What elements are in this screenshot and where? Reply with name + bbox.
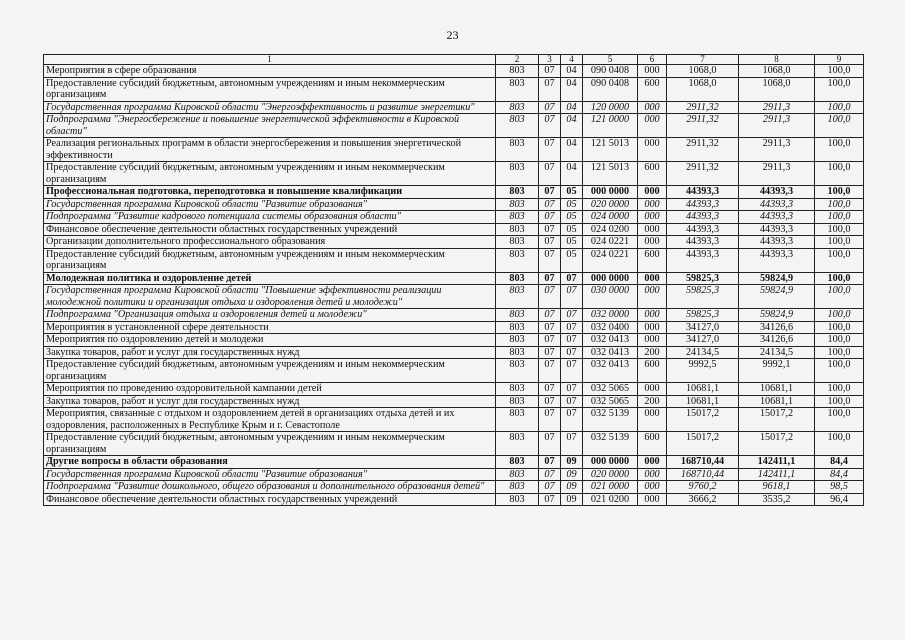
target-article-cell: 020 0000 [583,468,638,481]
column-header: 2 [496,55,539,65]
section-code-cell: 07 [539,211,561,224]
plan-amount-cell: 168710,44 [667,456,739,469]
actual-amount-cell: 59824,9 [739,309,815,322]
item-name-cell: Реализация региональных программ в области энергосбережения и повышения энергетической эффективности [44,138,496,162]
execution-percent-cell: 100,0 [815,383,864,396]
section-code-cell: 07 [539,114,561,138]
expense-type-cell: 600 [638,162,667,186]
execution-percent-cell: 96,4 [815,493,864,506]
actual-amount-cell: 34126,6 [739,321,815,334]
section-code-cell: 07 [539,285,561,309]
plan-amount-cell: 24134,5 [667,346,739,359]
target-article-cell: 032 5139 [583,408,638,432]
target-article-cell: 021 0000 [583,481,638,494]
execution-percent-cell: 100,0 [815,272,864,285]
section-code-cell: 07 [539,395,561,408]
column-header: 4 [561,55,583,65]
plan-amount-cell: 15017,2 [667,408,739,432]
table-row [44,101,864,114]
ministry-code-cell: 803 [496,493,539,506]
plan-amount-cell: 2911,32 [667,101,739,114]
ministry-code-cell: 803 [496,359,539,383]
budget-table [43,54,864,506]
ministry-code-cell: 803 [496,101,539,114]
target-article-cell: 032 0413 [583,334,638,347]
target-article-cell: 121 5013 [583,138,638,162]
execution-percent-cell: 100,0 [815,114,864,138]
item-name-cell: Подпрограмма "Энергосбережение и повышение энергетической эффективности в Кировской области" [44,114,496,138]
plan-amount-cell: 168710,44 [667,468,739,481]
expense-type-cell: 000 [638,408,667,432]
section-code-cell: 07 [539,138,561,162]
section-code-cell: 07 [539,321,561,334]
plan-amount-cell: 44393,3 [667,198,739,211]
plan-amount-cell: 9992,5 [667,359,739,383]
expense-type-cell: 000 [638,309,667,322]
execution-percent-cell: 100,0 [815,223,864,236]
target-article-cell: 024 0221 [583,248,638,272]
ministry-code-cell: 803 [496,395,539,408]
table-row [44,272,864,285]
table-row [44,309,864,322]
execution-percent-cell: 100,0 [815,346,864,359]
ministry-code-cell: 803 [496,248,539,272]
table-row [44,456,864,469]
subsection-code-cell: 07 [561,334,583,347]
ministry-code-cell: 803 [496,162,539,186]
execution-percent-cell: 100,0 [815,309,864,322]
subsection-code-cell: 07 [561,432,583,456]
column-number-row [44,55,864,65]
table-row [44,408,864,432]
subsection-code-cell: 09 [561,493,583,506]
target-article-cell: 021 0200 [583,493,638,506]
plan-amount-cell: 44393,3 [667,223,739,236]
target-article-cell: 032 5139 [583,432,638,456]
target-article-cell: 121 0000 [583,114,638,138]
ministry-code-cell: 803 [496,309,539,322]
execution-percent-cell: 100,0 [815,432,864,456]
execution-percent-cell: 100,0 [815,285,864,309]
target-article-cell: 000 0000 [583,456,638,469]
execution-percent-cell: 84,4 [815,456,864,469]
subsection-code-cell: 07 [561,346,583,359]
ministry-code-cell: 803 [496,114,539,138]
table-row [44,162,864,186]
execution-percent-cell: 100,0 [815,138,864,162]
plan-amount-cell: 1068,0 [667,65,739,78]
expense-type-cell: 000 [638,468,667,481]
item-name-cell: Государственная программа Кировской области "Энергоэффективность и развитие энергетики" [44,101,496,114]
item-name-cell: Подпрограмма "Развитие дошкольного, общего образования и дополнительного образования детей" [44,481,496,494]
ministry-code-cell: 803 [496,408,539,432]
section-code-cell: 07 [539,408,561,432]
section-code-cell: 07 [539,481,561,494]
execution-percent-cell: 100,0 [815,77,864,101]
table-row [44,432,864,456]
ministry-code-cell: 803 [496,211,539,224]
expense-type-cell: 000 [638,334,667,347]
plan-amount-cell: 44393,3 [667,248,739,272]
section-code-cell: 07 [539,383,561,396]
subsection-code-cell: 09 [561,468,583,481]
target-article-cell: 024 0221 [583,236,638,249]
subsection-code-cell: 07 [561,359,583,383]
table-row [44,481,864,494]
item-name-cell: Предоставление субсидий бюджетным, автономным учреждениям и иным некоммерческим организациям [44,432,496,456]
subsection-code-cell: 09 [561,481,583,494]
expense-type-cell: 000 [638,456,667,469]
item-name-cell: Государственная программа Кировской области "Развитие образования" [44,468,496,481]
execution-percent-cell: 98,5 [815,481,864,494]
execution-percent-cell: 100,0 [815,395,864,408]
execution-percent-cell: 100,0 [815,321,864,334]
expense-type-cell: 600 [638,359,667,383]
ministry-code-cell: 803 [496,198,539,211]
execution-percent-cell: 100,0 [815,198,864,211]
actual-amount-cell: 2911,3 [739,162,815,186]
section-code-cell: 07 [539,198,561,211]
ministry-code-cell: 803 [496,236,539,249]
table-row [44,395,864,408]
column-header: 7 [667,55,739,65]
subsection-code-cell: 05 [561,223,583,236]
item-name-cell: Профессиональная подготовка, переподготовка и повышение квалификации [44,186,496,199]
actual-amount-cell: 44393,3 [739,198,815,211]
expense-type-cell: 000 [638,114,667,138]
plan-amount-cell: 10681,1 [667,383,739,396]
execution-percent-cell: 100,0 [815,236,864,249]
table-row [44,248,864,272]
ministry-code-cell: 803 [496,223,539,236]
table-row [44,186,864,199]
section-code-cell: 07 [539,468,561,481]
expense-type-cell: 000 [638,101,667,114]
table-row [44,321,864,334]
item-name-cell: Финансовое обеспечение деятельности областных государственных учреждений [44,223,496,236]
section-code-cell: 07 [539,186,561,199]
column-header: 9 [815,55,864,65]
item-name-cell: Мероприятия в сфере образования [44,65,496,78]
actual-amount-cell: 9992,1 [739,359,815,383]
section-code-cell: 07 [539,456,561,469]
actual-amount-cell: 1068,0 [739,77,815,101]
plan-amount-cell: 2911,32 [667,162,739,186]
table-row [44,346,864,359]
table-row [44,334,864,347]
subsection-code-cell: 05 [561,198,583,211]
item-name-cell: Предоставление субсидий бюджетным, автономным учреждениям и иным некоммерческим организациям [44,162,496,186]
item-name-cell: Предоставление субсидий бюджетным, автономным учреждениям и иным некоммерческим организациям [44,248,496,272]
item-name-cell: Финансовое обеспечение деятельности областных государственных учреждений [44,493,496,506]
plan-amount-cell: 1068,0 [667,77,739,101]
item-name-cell: Мероприятия по проведению оздоровительной кампании детей [44,383,496,396]
target-article-cell: 032 0413 [583,346,638,359]
target-article-cell: 032 0000 [583,309,638,322]
actual-amount-cell: 2911,3 [739,138,815,162]
execution-percent-cell: 84,4 [815,468,864,481]
actual-amount-cell: 2911,3 [739,101,815,114]
subsection-code-cell: 04 [561,114,583,138]
actual-amount-cell: 10681,1 [739,395,815,408]
expense-type-cell: 000 [638,223,667,236]
subsection-code-cell: 04 [561,101,583,114]
subsection-code-cell: 05 [561,248,583,272]
expense-type-cell: 000 [638,272,667,285]
ministry-code-cell: 803 [496,186,539,199]
ministry-code-cell: 803 [496,285,539,309]
expense-type-cell: 200 [638,346,667,359]
subsection-code-cell: 04 [561,77,583,101]
item-name-cell: Мероприятия по оздоровлению детей и молодежи [44,334,496,347]
plan-amount-cell: 15017,2 [667,432,739,456]
table-row [44,285,864,309]
item-name-cell: Мероприятия в установленной сфере деятельности [44,321,496,334]
plan-amount-cell: 9760,2 [667,481,739,494]
table-row [44,236,864,249]
item-name-cell: Другие вопросы в области образования [44,456,496,469]
plan-amount-cell: 3666,2 [667,493,739,506]
page-number: 23 [446,28,459,42]
expense-type-cell: 000 [638,211,667,224]
target-article-cell: 090 0408 [583,77,638,101]
subsection-code-cell: 05 [561,211,583,224]
ministry-code-cell: 803 [496,346,539,359]
column-header: 1 [44,55,496,65]
table-row [44,383,864,396]
target-article-cell: 120 0000 [583,101,638,114]
actual-amount-cell: 2911,3 [739,114,815,138]
item-name-cell: Организации дополнительного профессионального образования [44,236,496,249]
execution-percent-cell: 100,0 [815,162,864,186]
subsection-code-cell: 04 [561,138,583,162]
actual-amount-cell: 142411,1 [739,456,815,469]
target-article-cell: 032 0400 [583,321,638,334]
plan-amount-cell: 59825,3 [667,309,739,322]
target-article-cell: 024 0000 [583,211,638,224]
expense-type-cell: 600 [638,248,667,272]
ministry-code-cell: 803 [496,138,539,162]
table-row [44,468,864,481]
column-header: 3 [539,55,561,65]
expense-type-cell: 000 [638,321,667,334]
table-row [44,77,864,101]
actual-amount-cell: 44393,3 [739,211,815,224]
actual-amount-cell: 34126,6 [739,334,815,347]
item-name-cell: Молодежная политика и оздоровление детей [44,272,496,285]
ministry-code-cell: 803 [496,432,539,456]
execution-percent-cell: 100,0 [815,211,864,224]
item-name-cell: Мероприятия, связанные с отдыхом и оздоровлением детей в организациях отдыха детей и их оздоровления, расположенных в Республике Крым и г. Севастополе [44,408,496,432]
subsection-code-cell: 09 [561,456,583,469]
item-name-cell: Государственная программа Кировской области "Повышение эффективности реализации молодежной политики и организация отдыха и оздоровления детей и молодежи" [44,285,496,309]
section-code-cell: 07 [539,334,561,347]
target-article-cell: 032 5065 [583,383,638,396]
target-article-cell: 121 5013 [583,162,638,186]
plan-amount-cell: 44393,3 [667,186,739,199]
table-row [44,211,864,224]
expense-type-cell: 000 [638,138,667,162]
subsection-code-cell: 07 [561,395,583,408]
actual-amount-cell: 59824,9 [739,285,815,309]
actual-amount-cell: 15017,2 [739,408,815,432]
execution-percent-cell: 100,0 [815,65,864,78]
actual-amount-cell: 15017,2 [739,432,815,456]
expense-type-cell: 000 [638,65,667,78]
section-code-cell: 07 [539,248,561,272]
ministry-code-cell: 803 [496,272,539,285]
ministry-code-cell: 803 [496,383,539,396]
plan-amount-cell: 2911,32 [667,114,739,138]
subsection-code-cell: 04 [561,162,583,186]
item-name-cell: Подпрограмма "Развитие кадрового потенциала системы образования области" [44,211,496,224]
execution-percent-cell: 100,0 [815,408,864,432]
actual-amount-cell: 3535,2 [739,493,815,506]
column-header: 8 [739,55,815,65]
ministry-code-cell: 803 [496,334,539,347]
item-name-cell: Предоставление субсидий бюджетным, автономным учреждениям и иным некоммерческим организациям [44,359,496,383]
subsection-code-cell: 07 [561,285,583,309]
ministry-code-cell: 803 [496,468,539,481]
actual-amount-cell: 44393,3 [739,223,815,236]
ministry-code-cell: 803 [496,321,539,334]
section-code-cell: 07 [539,223,561,236]
section-code-cell: 07 [539,162,561,186]
plan-amount-cell: 44393,3 [667,236,739,249]
expense-type-cell: 600 [638,432,667,456]
expense-type-cell: 000 [638,493,667,506]
subsection-code-cell: 05 [561,236,583,249]
subsection-code-cell: 07 [561,321,583,334]
actual-amount-cell: 142411,1 [739,468,815,481]
section-code-cell: 07 [539,493,561,506]
actual-amount-cell: 44393,3 [739,186,815,199]
expense-type-cell: 000 [638,481,667,494]
section-code-cell: 07 [539,77,561,101]
target-article-cell: 032 5065 [583,395,638,408]
actual-amount-cell: 9618,1 [739,481,815,494]
actual-amount-cell: 44393,3 [739,248,815,272]
section-code-cell: 07 [539,65,561,78]
ministry-code-cell: 803 [496,77,539,101]
table-row [44,65,864,78]
section-code-cell: 07 [539,101,561,114]
table-row [44,493,864,506]
expense-type-cell: 000 [638,198,667,211]
expense-type-cell: 000 [638,383,667,396]
subsection-code-cell: 05 [561,186,583,199]
expense-type-cell: 200 [638,395,667,408]
subsection-code-cell: 07 [561,272,583,285]
section-code-cell: 07 [539,346,561,359]
subsection-code-cell: 04 [561,65,583,78]
plan-amount-cell: 59825,3 [667,285,739,309]
column-header: 6 [638,55,667,65]
subsection-code-cell: 07 [561,408,583,432]
execution-percent-cell: 100,0 [815,101,864,114]
execution-percent-cell: 100,0 [815,334,864,347]
expense-type-cell: 000 [638,285,667,309]
table-row [44,138,864,162]
plan-amount-cell: 10681,1 [667,395,739,408]
table-row [44,114,864,138]
actual-amount-cell: 24134,5 [739,346,815,359]
ministry-code-cell: 803 [496,65,539,78]
table-row [44,359,864,383]
target-article-cell: 030 0000 [583,285,638,309]
table-row [44,198,864,211]
target-article-cell: 032 0413 [583,359,638,383]
item-name-cell: Государственная программа Кировской области "Развитие образования" [44,198,496,211]
plan-amount-cell: 2911,32 [667,138,739,162]
plan-amount-cell: 59825,3 [667,272,739,285]
subsection-code-cell: 07 [561,309,583,322]
target-article-cell: 000 0000 [583,272,638,285]
section-code-cell: 07 [539,236,561,249]
plan-amount-cell: 34127,0 [667,321,739,334]
ministry-code-cell: 803 [496,456,539,469]
target-article-cell: 090 0408 [583,65,638,78]
item-name-cell: Подпрограмма "Организация отдыха и оздоровления детей и молодежи" [44,309,496,322]
item-name-cell: Предоставление субсидий бюджетным, автономным учреждениям и иным некоммерческим организациям [44,77,496,101]
target-article-cell: 000 0000 [583,186,638,199]
expense-type-cell: 600 [638,77,667,101]
section-code-cell: 07 [539,272,561,285]
execution-percent-cell: 100,0 [815,359,864,383]
subsection-code-cell: 07 [561,383,583,396]
table-body [44,65,864,506]
column-header: 5 [583,55,638,65]
item-name-cell: Закупка товаров, работ и услуг для государственных нужд [44,346,496,359]
plan-amount-cell: 44393,3 [667,211,739,224]
target-article-cell: 024 0200 [583,223,638,236]
actual-amount-cell: 44393,3 [739,236,815,249]
section-code-cell: 07 [539,432,561,456]
actual-amount-cell: 10681,1 [739,383,815,396]
execution-percent-cell: 100,0 [815,186,864,199]
actual-amount-cell: 59824,9 [739,272,815,285]
table-row [44,223,864,236]
section-code-cell: 07 [539,359,561,383]
target-article-cell: 020 0000 [583,198,638,211]
ministry-code-cell: 803 [496,481,539,494]
item-name-cell: Закупка товаров, работ и услуг для государственных нужд [44,395,496,408]
actual-amount-cell: 1068,0 [739,65,815,78]
plan-amount-cell: 34127,0 [667,334,739,347]
execution-percent-cell: 100,0 [815,248,864,272]
expense-type-cell: 000 [638,236,667,249]
section-code-cell: 07 [539,309,561,322]
expense-type-cell: 000 [638,186,667,199]
